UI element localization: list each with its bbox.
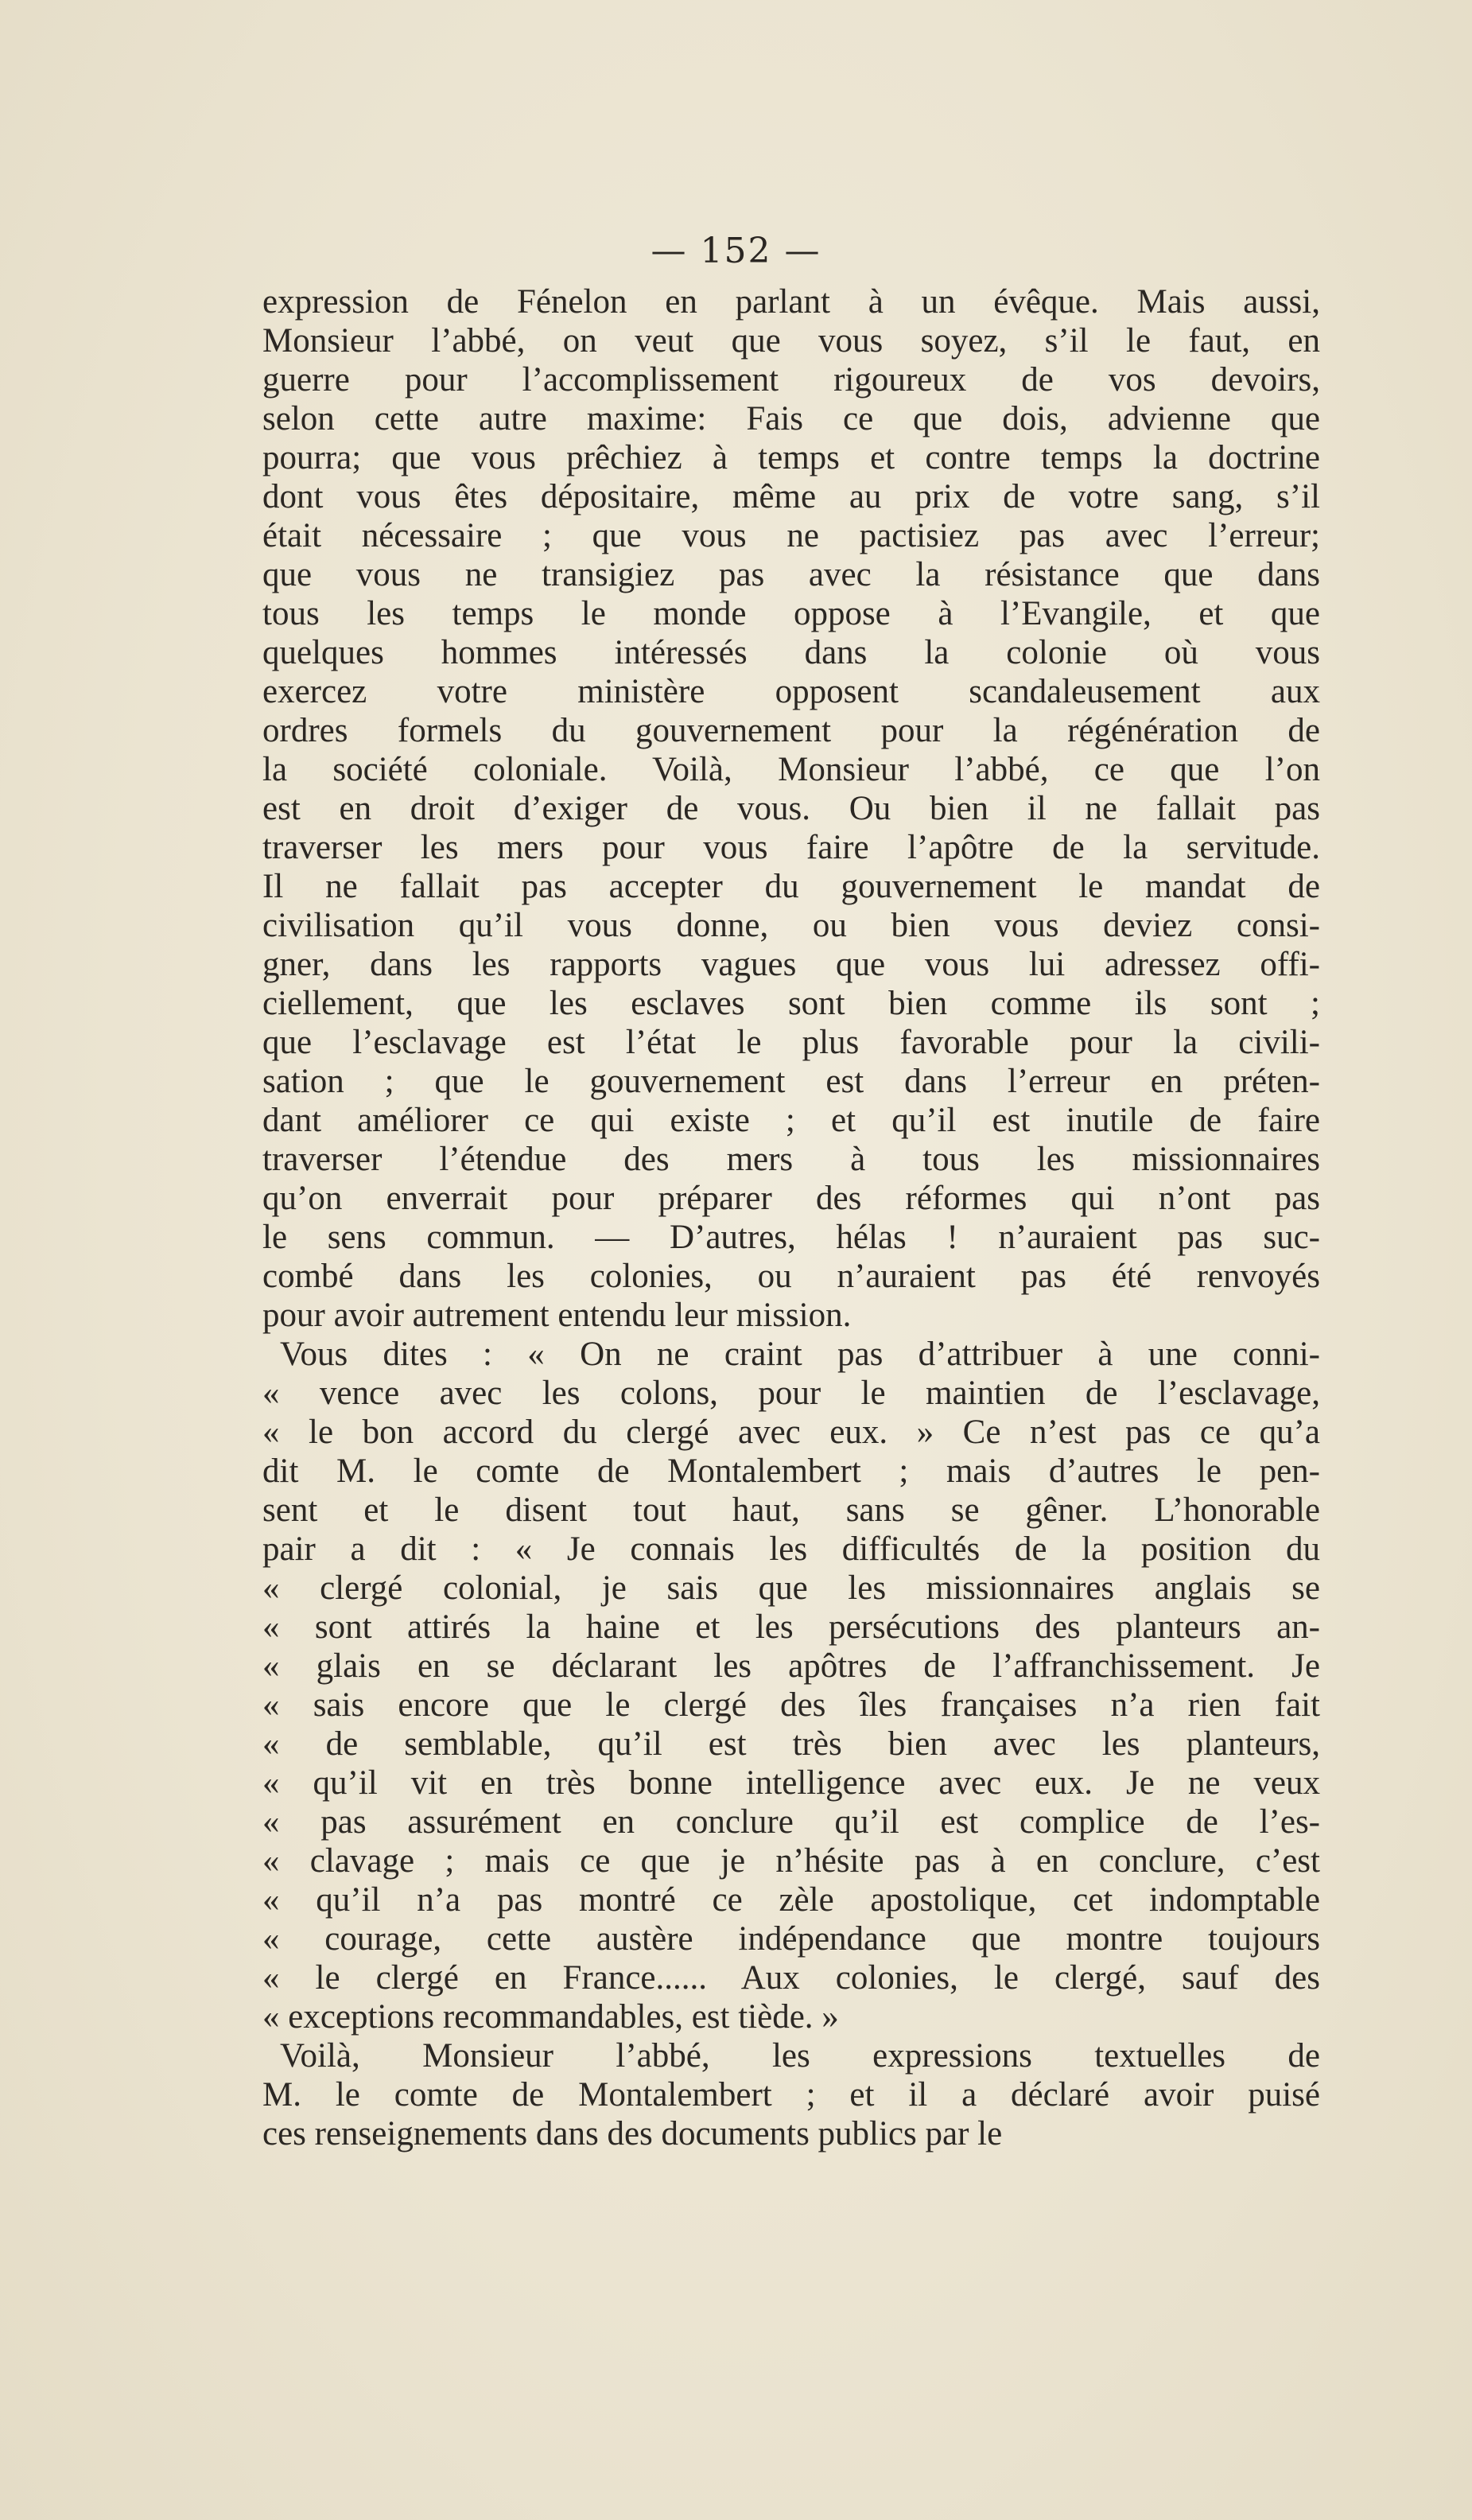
page-number: — 152 — bbox=[651, 231, 821, 271]
text-line: « sont attirés la haine et les persécutions des planteurs an- bbox=[262, 1608, 1320, 1646]
text-line: ciellement, que les esclaves sont bien comme ils sont ; bbox=[262, 985, 1320, 1022]
text-line: pair a dit : « Je connais les difficultés de la position du bbox=[262, 1530, 1320, 1568]
text-line: traverser l’étendue des mers à tous les missionnaires bbox=[262, 1141, 1320, 1178]
text-line: ordres formels du gouvernement pour la régénération de bbox=[262, 712, 1320, 749]
text-line: Monsieur l’abbé, on veut que vous soyez, s’il le faut, en bbox=[262, 322, 1320, 360]
text-line: tous les temps le monde oppose à l’Evangile, et que bbox=[262, 595, 1320, 632]
text-line: le sens commun. — D’autres, hélas ! n’auraient pas suc- bbox=[262, 1219, 1320, 1256]
text-line: quelques hommes intéressés dans la colonie où vous bbox=[262, 634, 1320, 671]
text-line: dit M. le comte de Montalembert ; mais d’autres le pen- bbox=[262, 1452, 1320, 1490]
text-line: « vence avec les colons, pour le maintien de l’esclavage, bbox=[262, 1375, 1320, 1412]
text-line: traverser les mers pour vous faire l’apôtre de la servitude. bbox=[262, 829, 1320, 866]
text-line: ces renseignements dans des documents publics par le bbox=[262, 2115, 1003, 2152]
text-line: sation ; que le gouvernement est dans l’erreur en préten- bbox=[262, 1063, 1320, 1100]
text-line: pourra; que vous prêchiez à temps et contre temps la doctrine bbox=[262, 439, 1320, 476]
text-line: « pas assurément en conclure qu’il est complice de l’es- bbox=[262, 1803, 1320, 1841]
text-line: la société coloniale. Voilà, Monsieur l’abbé, ce que l’on bbox=[262, 751, 1320, 788]
text-line: Vous dites : « On ne craint pas d’attribuer à une conni- bbox=[280, 1336, 1320, 1373]
text-line: « clavage ; mais ce que je n’hésite pas à en conclure, c’est bbox=[262, 1842, 1320, 1880]
text-line: gner, dans les rapports vagues que vous lui adressez offi- bbox=[262, 946, 1320, 983]
body-text bbox=[262, 282, 1320, 2153]
text-line: qu’on enverrait pour préparer des réformes qui n’ont pas bbox=[262, 1180, 1320, 1217]
text-line: « qu’il n’a pas montré ce zèle apostolique, cet indomptable bbox=[262, 1881, 1320, 1919]
text-line: « glais en se déclarant les apôtres de l’affranchissement. Je bbox=[262, 1647, 1320, 1685]
text-line: M. le comte de Montalembert ; et il a déclaré avoir puisé bbox=[262, 2076, 1320, 2114]
text-line: « le bon accord du clergé avec eux. » Ce n’est pas ce qu’a bbox=[262, 1414, 1320, 1451]
text-line: était nécessaire ; que vous ne pactisiez pas avec l’erreur; bbox=[262, 517, 1320, 554]
text-line: « exceptions recommandables, est tiède. » bbox=[262, 1998, 839, 2036]
text-line: que l’esclavage est l’état le plus favorable pour la civili- bbox=[262, 1024, 1320, 1061]
text-line: expression de Fénelon en parlant à un évêque. Mais aussi, bbox=[262, 283, 1320, 321]
text-line: « qu’il vit en très bonne intelligence avec eux. Je ne veux bbox=[262, 1764, 1320, 1802]
text-line: « le clergé en France...... Aux colonies, le clergé, sauf des bbox=[262, 1959, 1320, 1997]
text-line: exercez votre ministère opposent scandaleusement aux bbox=[262, 673, 1320, 710]
text-line: « de semblable, qu’il est très bien avec les planteurs, bbox=[262, 1725, 1320, 1763]
text-line: « sais encore que le clergé des îles françaises n’a rien fait bbox=[262, 1686, 1320, 1724]
text-line: sent et le disent tout haut, sans se gêner. L’honorable bbox=[262, 1491, 1320, 1529]
text-line: Il ne fallait pas accepter du gouvernement le mandat de bbox=[262, 868, 1320, 905]
text-line: dant améliorer ce qui existe ; et qu’il est inutile de faire bbox=[262, 1102, 1320, 1139]
text-line: est en droit d’exiger de vous. Ou bien il ne fallait pas bbox=[262, 790, 1320, 827]
text-line: combé dans les colonies, ou n’auraient pas été renvoyés bbox=[262, 1258, 1320, 1295]
text-line: dont vous êtes dépositaire, même au prix de votre sang, s’il bbox=[262, 478, 1320, 515]
text-line: « courage, cette austère indépendance que montre toujours bbox=[262, 1920, 1320, 1958]
text-line: « clergé colonial, je sais que les missionnaires anglais se bbox=[262, 1569, 1320, 1607]
text-line: selon cette autre maxime: Fais ce que dois, advienne que bbox=[262, 400, 1320, 438]
text-line: Voilà, Monsieur l’abbé, les expressions textuelles de bbox=[280, 2037, 1320, 2075]
text-line: que vous ne transigiez pas avec la résistance que dans bbox=[262, 556, 1320, 593]
text-line: civilisation qu’il vous donne, ou bien vous deviez consi- bbox=[262, 907, 1320, 944]
text-line: pour avoir autrement entendu leur mission. bbox=[262, 1297, 852, 1334]
text-line: guerre pour l’accomplissement rigoureux de vos devoirs, bbox=[262, 361, 1320, 399]
